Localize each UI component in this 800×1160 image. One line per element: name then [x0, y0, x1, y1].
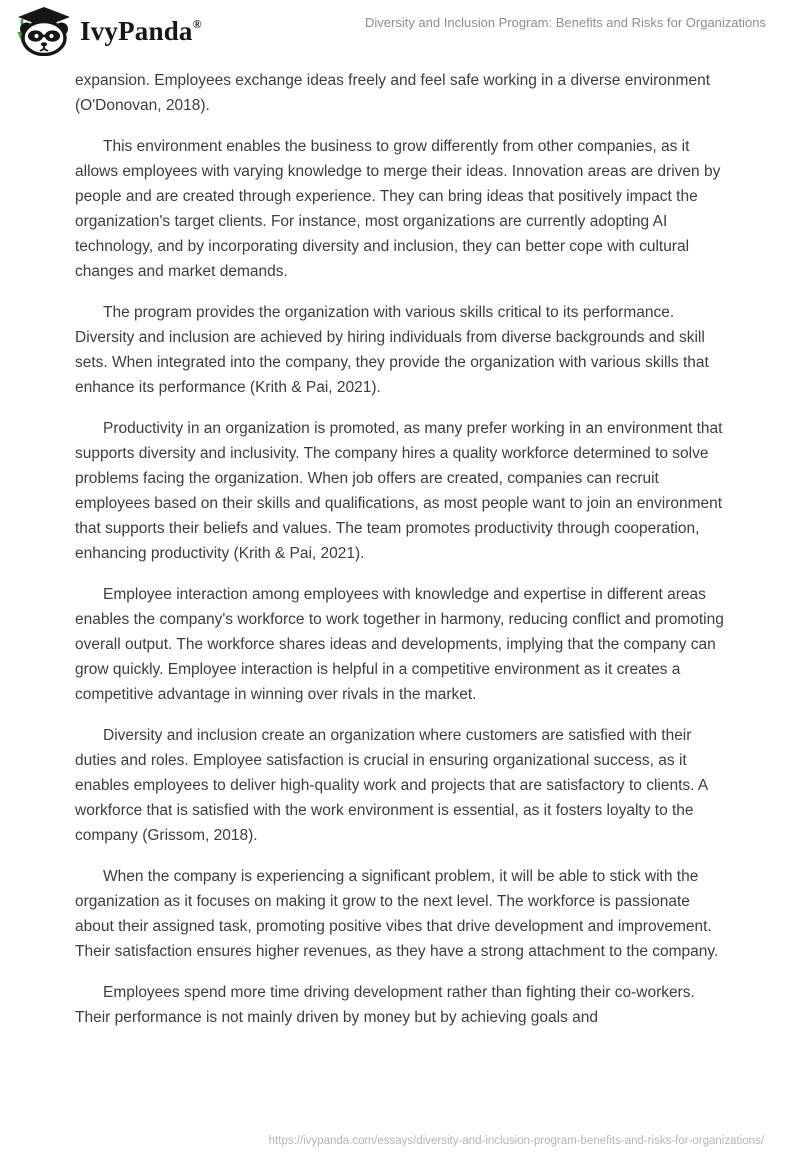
panda-graduate-icon [13, 6, 73, 56]
page-header [0, 0, 800, 66]
essay-paragraph: This environment enables the business to grow differently from other companies, as it allows employees with varying knowledge to merge their ideas. Innovation areas are driven by people and are created through experience. They can bring ideas that positively impact the organization's target clients. For instance, most organizations are currently adopting AI technology, and by incorporating diversity and inclusion, they can better cope with cultural changes and market demands. [75, 138, 721, 280]
source-url-link[interactable]: https://ivypanda.com/essays/diversity-and-inclusion-program-benefits-and-risks-for-organizations/ [268, 1135, 764, 1147]
essay-paragraph: Productivity in an organization is promoted, as many prefer working in an environment that supports diversity and inclusivity. The company hires a quality workforce determined to solve problems facing the organization. When job offers are created, companies can recruit employees based on their skills and qualifications, as most people want to join an environment that supports their beliefs and values. The team promotes productivity through cooperation, enhancing productivity (Krith & Pai, 2021). [75, 420, 723, 562]
essay-paragraph: Employee interaction among employees with knowledge and expertise in different areas enables the company's workforce to work together in harmony, reducing conflict and promoting overall output. The workforce shares ideas and developments, implying that the company can grow quickly. Employee interaction is helpful in a competitive environment as it creates a competitive advantage in winning over rivals in the market. [75, 586, 724, 703]
essay-paragraph: The program provides the organization with various skills critical to its performance. Diversity and inclusion are achieved by hiring individuals from diverse backgrounds and skill sets. When integrated into the company, they provide the organization with various skills that enhance its performance (Krith & Pai, 2021). [75, 304, 709, 396]
ivypanda-brand [13, 6, 202, 56]
essay-paragraph: Employees spend more time driving development rather than fighting their co-workers. Their performance is not mainly driven by money but by achieving goals and [75, 984, 695, 1026]
running-head-title: Diversity and Inclusion Program: Benefits and Risks for Organizations [364, 15, 766, 30]
brand-name: IvyPanda® [80, 15, 202, 46]
essay-paragraph: Diversity and inclusion create an organization where customers are satisfied with their duties and roles. Employee satisfaction is crucial in ensuring organizational success, as it enables employees to deliver high-quality work and projects that are satisfactory to clients. A workforce that is satisfied with the work environment is essential, as it fosters loyalty to the company (Grissom, 2018). [75, 727, 708, 844]
essay-paragraph: When the company is experiencing a significant problem, it will be able to stick with the organization as it focuses on making it grow to the next level. The workforce is passionate about their assigned task, promoting positive vibes that drive development and improvement. Their satisfaction ensures higher revenues, as they have a strong attachment to the company. [75, 868, 719, 960]
registered-mark: ® [192, 16, 202, 31]
essay-paragraph: expansion. Employees exchange ideas freely and feel safe working in a diverse environment (O'Donovan, 2018). [75, 72, 711, 114]
essay-body [75, 68, 727, 1046]
